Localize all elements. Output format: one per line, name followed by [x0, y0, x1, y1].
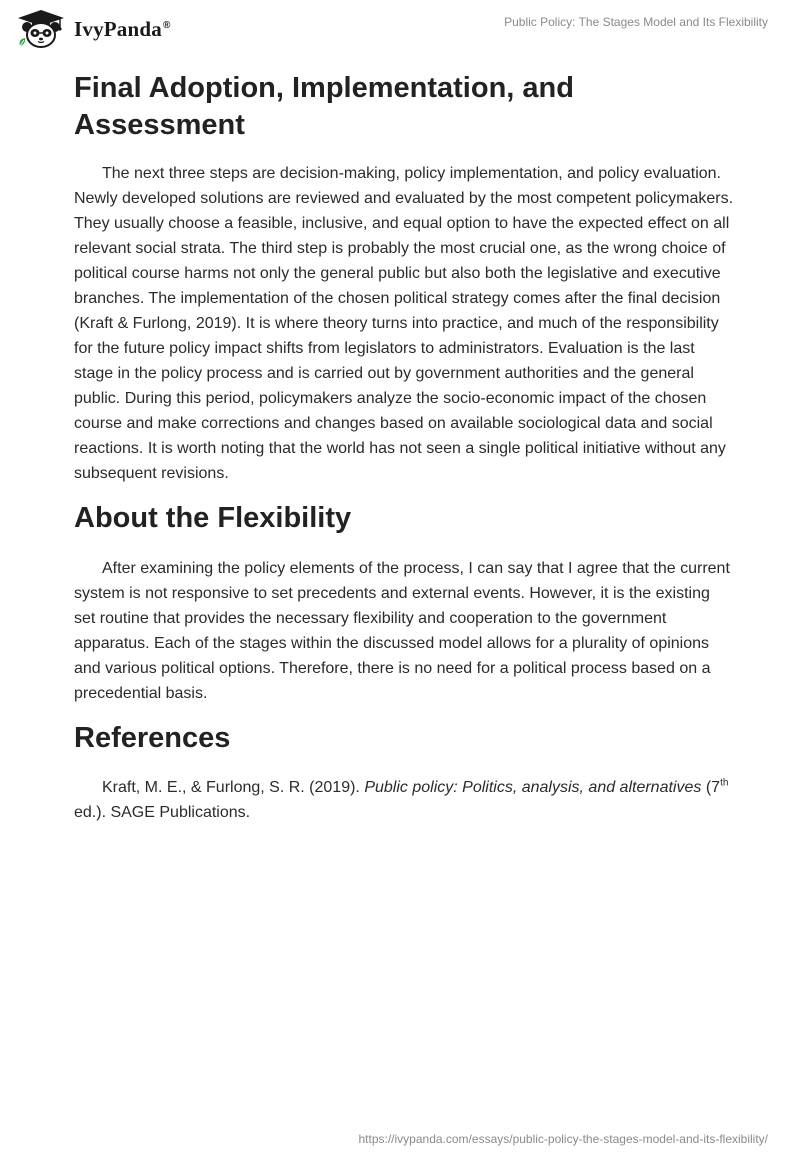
- section-heading-references: References: [74, 722, 231, 754]
- section-paragraph-flexibility: After examining the policy elements of the process, I can say that I agree that the current system is not responsive to set precedents and external events. However, it is the existing set routine that provides the necessary flexibility and cooperation to the government apparatus. Each of the stages within the discussed model allows for a plurality of opinions and various political options. Therefore, there is no need for a political process based on a precedential basis.: [74, 560, 730, 702]
- source-url[interactable]: https://ivypanda.com/essays/public-policy-the-stages-model-and-its-flexibility/: [358, 1132, 768, 1146]
- logo-wordmark: IvyPanda®: [74, 16, 171, 41]
- page-header: [0, 0, 800, 60]
- panda-graduate-logo-icon: [14, 8, 68, 50]
- registered-mark: ®: [162, 19, 171, 31]
- reference-edition-sup: th: [720, 777, 729, 789]
- section-heading-flexibility: About the Flexibility: [74, 502, 352, 534]
- section-heading-final-adoption: Final Adoption, Implementation, and Assessment: [74, 72, 574, 141]
- reference-title: Public policy: Politics, analysis, and alternatives: [364, 779, 702, 796]
- reference-edition-close: ed.). SAGE Publications.: [74, 804, 251, 821]
- reference-edition-open: (7: [705, 779, 721, 796]
- reference-authors: Kraft, M. E., & Furlong, S. R. (2019).: [102, 779, 360, 796]
- document-title: Public Policy: The Stages Model and Its Flexibility: [504, 15, 768, 29]
- section-paragraph-final-adoption: The next three steps are decision-making, policy implementation, and policy evaluation. Newly developed solutions are reviewed and evaluated by the most competent policymakers. They usually choose a feasible, inclusive, and equal option to have the expected effect on all relevant social strata. The third step is probably the most crucial one, as the wrong choice of political course harms not only the general public but also both the legislative and executive branches. The implementation of the chosen political strategy comes after the final decision (Kraft & Furlong, 2019). It is where theory turns into practice, and much of the responsibility for the future policy impact shifts from legislators to administrators. Evaluation is the last stage in the policy process and is carried out by government authorities and the general public. During this period, policymakers analyze the socio-economic impact of the chosen course and make corrections and changes based on available sociological data and social reactions. It is worth noting that the world has not seen a single political initiative without any subsequent revisions.: [74, 165, 734, 482]
- reference-entry: [74, 775, 734, 825]
- essay-body: [74, 70, 734, 825]
- ivypanda-logo[interactable]: [14, 8, 171, 50]
